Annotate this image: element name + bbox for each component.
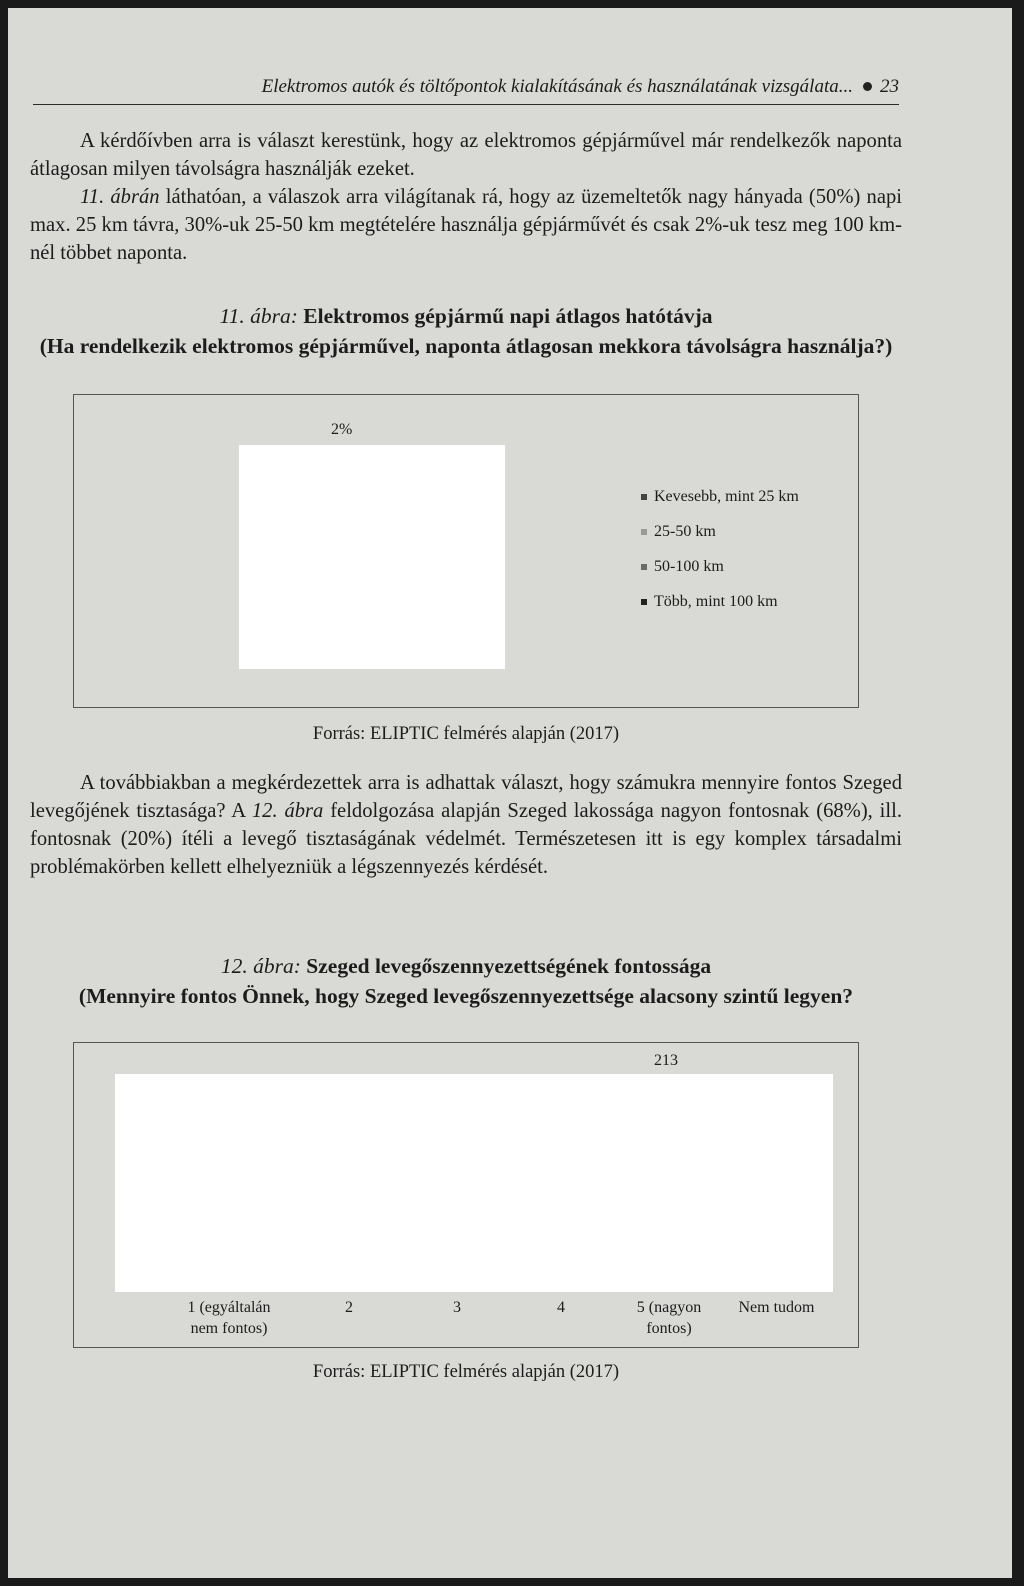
legend-item <box>639 557 849 592</box>
figure-12-heading: Szeged levegőszennyezettségének fontossága <box>306 954 712 978</box>
figure-reference: 12. ábra <box>251 800 324 822</box>
figure-11-title <box>30 301 902 361</box>
intro-paragraph-1: A kérdőívben arra is választ kerestünk, hogy az elektromos gépjárművel már rendelkezők naponta átlagosan milyen távolságra használják ezeket. <box>30 130 902 180</box>
x-tick-line: 5 (nagyon <box>636 1299 702 1316</box>
intro-paragraph-2-text: láthatóan, a válaszok arra világítanak rá, hogy az üzemeltetők nagy hányada (50%) napi max. 25 km távra, 30%-uk 25-50 km megtételére használja gépjárművét és csak 2%-uk tesz meg 100 km-nél többet naponta. <box>30 186 902 264</box>
legend-swatch <box>641 529 647 535</box>
figure-11-subtitle: (Ha rendelkezik elektromos gépjárművel, naponta átlagosan mekkora távolságra használja?) <box>39 334 893 358</box>
intro-text <box>30 127 902 267</box>
running-title: Elektromos autók és töltőpontok kialakításának és használatának vizsgálata... <box>261 76 853 97</box>
x-tick-label <box>614 1297 724 1339</box>
bar-data-label: 213 <box>654 1052 678 1069</box>
body-paragraph <box>30 769 902 881</box>
figure-11-number: 11. ábra: <box>219 304 298 328</box>
figure-11-chart <box>73 394 859 708</box>
legend-swatch <box>641 599 647 605</box>
figure-11-heading: Elektromos gépjármű napi átlagos hatótávja <box>303 304 713 328</box>
figure-12-title <box>30 951 902 1011</box>
legend-item <box>639 522 849 557</box>
figure-12-subtitle: (Mennyire fontos Önnek, hogy Szeged levegőszennyezettsége alacsony szintű legyen? <box>78 984 854 1008</box>
pie-legend <box>639 487 849 627</box>
body-text-start: A továbbiakban a megkérdezettek arra is adhattak választ, hogy számukra mennyire fontos Szeged levegőjének tisztasága? A <box>30 772 902 822</box>
pie-chart-area <box>239 445 505 669</box>
page-number: 23 <box>880 76 899 97</box>
figure-12-chart <box>73 1042 859 1348</box>
legend-label: Több, mint 100 km <box>654 593 778 610</box>
legend-item <box>639 592 849 627</box>
x-tick-label: 3 <box>453 1299 461 1316</box>
intro-paragraph-2 <box>30 183 902 267</box>
running-header <box>33 76 899 105</box>
legend-label: 25-50 km <box>654 523 716 540</box>
x-tick-line: 1 (egyáltalán <box>187 1299 271 1316</box>
x-tick-label: 4 <box>557 1299 565 1316</box>
legend-label: 50-100 km <box>654 558 724 575</box>
book-page <box>8 8 1012 1578</box>
figure-12-number: 12. ábra: <box>220 954 301 978</box>
x-tick-label: Nem tudom <box>738 1299 815 1316</box>
figure-12-source: Forrás: ELIPTIC felmérés alapján (2017) <box>312 1362 620 1382</box>
figure-reference: 11. ábrán <box>80 186 160 208</box>
bullet-icon <box>863 82 872 91</box>
legend-swatch <box>641 564 647 570</box>
legend-item <box>639 487 849 522</box>
body-text <box>30 769 902 881</box>
x-tick-label: 2 <box>345 1299 353 1316</box>
body-text-end: feldolgozása alapján Szeged lakossága nagyon fontosnak (68%), ill. fontosnak (20%) ítéli a levegő tisztaságának védelmét. Természetesen itt is egy komplex társadalmi problémakörben kellett elhelyezniük a légszennyezés kérdését. <box>30 800 902 878</box>
x-tick-line: fontos) <box>646 1320 692 1337</box>
bar-chart-area <box>115 1074 833 1292</box>
x-tick-label <box>169 1297 289 1339</box>
legend-swatch <box>641 494 647 500</box>
x-tick-line: nem fontos) <box>190 1320 268 1337</box>
legend-label: Kevesebb, mint 25 km <box>654 488 799 505</box>
figure-11-source: Forrás: ELIPTIC felmérés alapján (2017) <box>312 724 620 744</box>
pie-data-label: 2% <box>331 421 353 438</box>
